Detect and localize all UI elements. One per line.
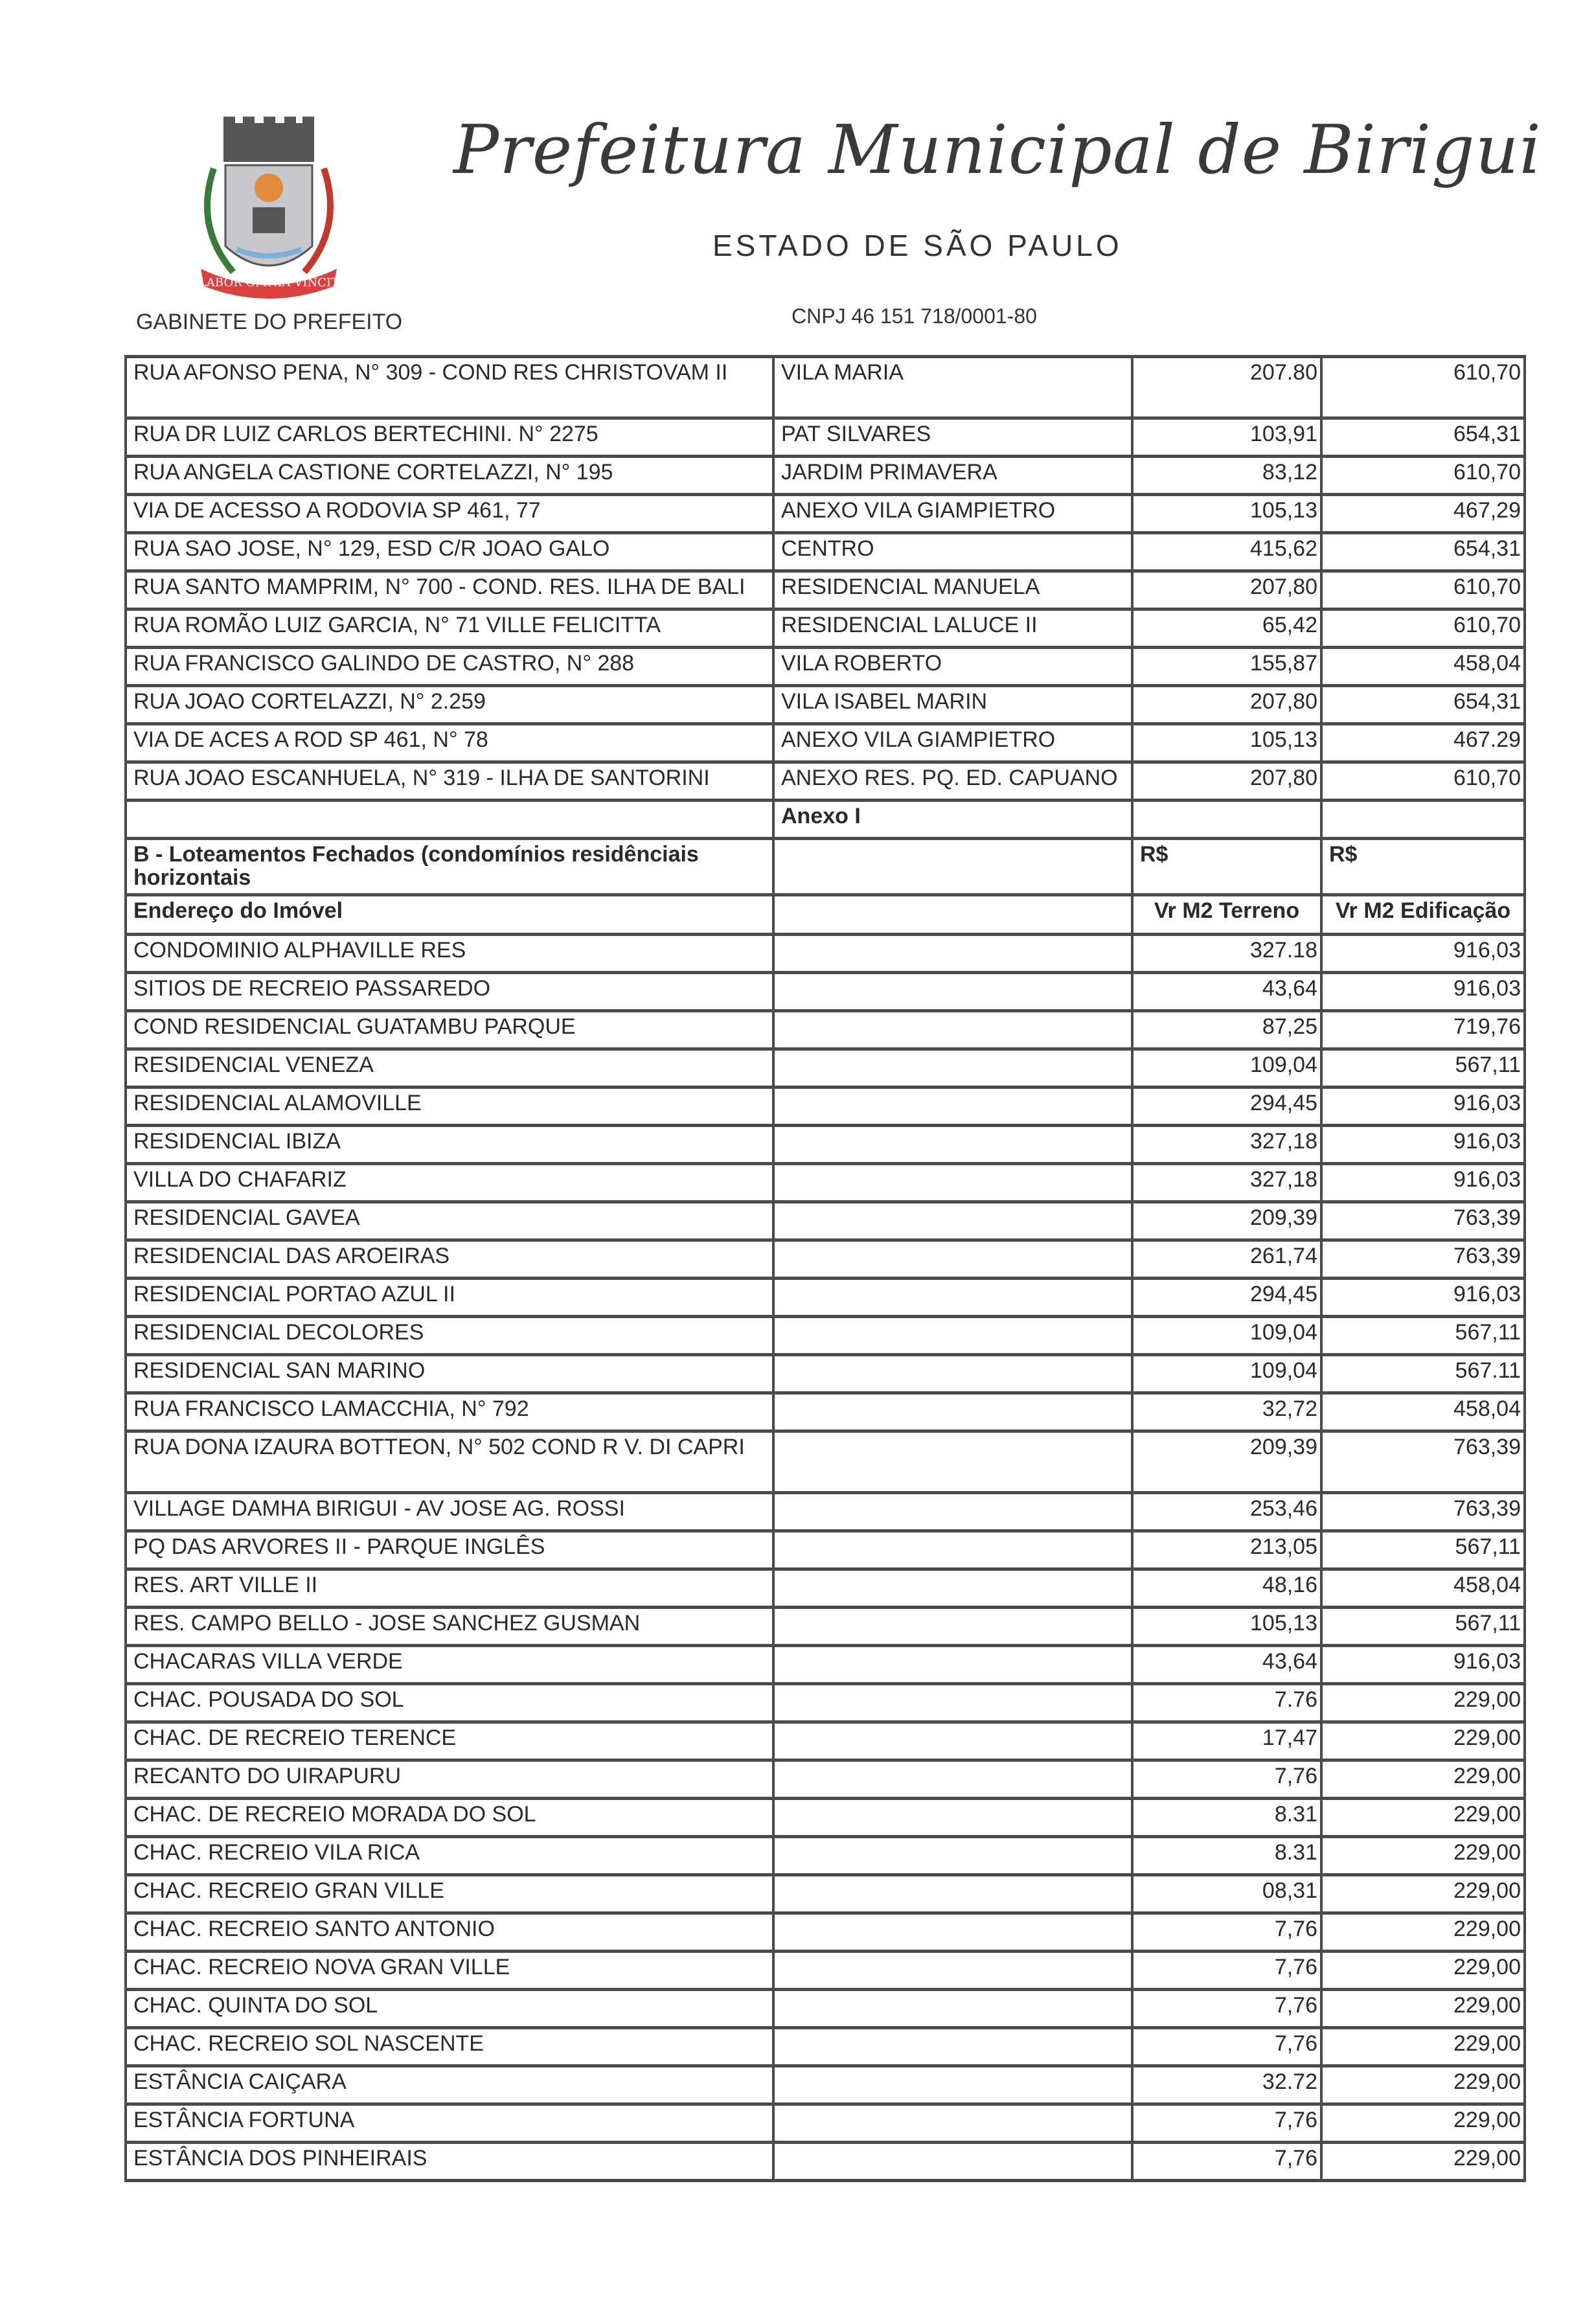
col-header-building: Vr M2 Edificação: [1321, 895, 1525, 935]
table-row: [126, 1722, 1525, 1760]
empty-cell: [773, 1837, 1132, 1875]
building-value-cell: 610,70: [1321, 457, 1525, 495]
annex-row: [126, 801, 1525, 839]
annex-empty-cell: [126, 801, 773, 839]
table-row: [126, 1799, 1525, 1837]
land-value-cell: 109,04: [1132, 1355, 1321, 1393]
table-row: [126, 357, 1525, 418]
cnpj-label: CNPJ 46 151 718/0001-80: [792, 304, 1037, 328]
empty-cell: [773, 1608, 1132, 1646]
building-value-cell: 610,70: [1321, 571, 1525, 609]
table-row: [126, 1049, 1525, 1088]
address-cell: RUA DONA IZAURA BOTTEON, N° 502 COND R V. DI CAPRI: [126, 1431, 773, 1493]
table-row: [126, 1317, 1525, 1355]
table-row: [126, 1837, 1525, 1875]
empty-cell: [773, 1317, 1132, 1355]
land-value-cell: 17,47: [1132, 1722, 1321, 1760]
land-value-cell: 48,16: [1132, 1569, 1321, 1608]
address-cell: RECANTO DO UIRAPURU: [126, 1760, 773, 1799]
table-row: [126, 2066, 1525, 2104]
table-row: [126, 1355, 1525, 1393]
table-row: [126, 1011, 1525, 1049]
table-row: [126, 495, 1525, 533]
address-cell: CHAC. QUINTA DO SOL: [126, 1990, 773, 2028]
land-value-cell: 105,13: [1132, 495, 1321, 533]
address-cell: RUA JOAO ESCANHUELA, N° 319 - ILHA DE SANTORINI: [126, 762, 773, 801]
empty-cell: [773, 2066, 1132, 2104]
address-cell: CHAC. DE RECREIO MORADA DO SOL: [126, 1799, 773, 1837]
building-value-cell: 229,00: [1321, 1837, 1525, 1875]
building-value-cell: 916,03: [1321, 1164, 1525, 1202]
col-header-land: Vr M2 Terreno: [1132, 895, 1321, 935]
table-row: [126, 533, 1525, 571]
currency-building: R$: [1321, 839, 1525, 895]
land-value-cell: 415,62: [1132, 533, 1321, 571]
building-value-cell: 229,00: [1321, 2028, 1525, 2066]
table-row: [126, 935, 1525, 973]
table-row: [126, 686, 1525, 724]
building-value-cell: 654,31: [1321, 418, 1525, 457]
table-row: [126, 418, 1525, 457]
table-row: [126, 609, 1525, 648]
table-row: [126, 571, 1525, 609]
address-cell: VILLAGE DAMHA BIRIGUI - AV JOSE AG. ROSSI: [126, 1493, 773, 1531]
empty-cell: [773, 1279, 1132, 1317]
empty-cell: [773, 1875, 1132, 1913]
land-value-cell: 7,76: [1132, 2028, 1321, 2066]
neighborhood-cell: RESIDENCIAL MANUELA: [773, 571, 1132, 609]
address-cell: RUA SAO JOSE, N° 129, ESD C/R JOAO GALO: [126, 533, 773, 571]
building-value-cell: 229,00: [1321, 1722, 1525, 1760]
address-cell: RUA FRANCISCO GALINDO DE CASTRO, N° 288: [126, 648, 773, 686]
building-value-cell: 458,04: [1321, 1569, 1525, 1608]
table-row: [126, 1646, 1525, 1684]
empty-cell: [773, 1569, 1132, 1608]
address-cell: CHACARAS VILLA VERDE: [126, 1646, 773, 1684]
table-row: [126, 1684, 1525, 1722]
land-value-cell: 105,13: [1132, 724, 1321, 762]
empty-cell: [773, 1011, 1132, 1049]
building-value-cell: 654,31: [1321, 686, 1525, 724]
address-cell: VILLA DO CHAFARIZ: [126, 1164, 773, 1202]
land-value-cell: 261,74: [1132, 1240, 1321, 1279]
land-value-cell: 87,25: [1132, 1011, 1321, 1049]
building-value-cell: 458,04: [1321, 1393, 1525, 1431]
land-value-cell: 209,39: [1132, 1431, 1321, 1493]
land-value-cell: 65,42: [1132, 609, 1321, 648]
address-cell: CHAC. RECREIO VILA RICA: [126, 1837, 773, 1875]
address-cell: CHAC. POUSADA DO SOL: [126, 1684, 773, 1722]
address-cell: CHAC. RECREIO SANTO ANTONIO: [126, 1913, 773, 1952]
empty-cell: [773, 2104, 1132, 2143]
empty-cell: [773, 1531, 1132, 1569]
neighborhood-cell: PAT SILVARES: [773, 418, 1132, 457]
building-value-cell: 654,31: [1321, 533, 1525, 571]
page-title: Prefeitura Municipal de Birigui: [453, 110, 1542, 189]
table-row: [126, 1875, 1525, 1913]
empty-cell: [773, 973, 1132, 1011]
empty-cell: [773, 1202, 1132, 1240]
land-value-cell: 8.31: [1132, 1837, 1321, 1875]
land-value-cell: 7.76: [1132, 1684, 1321, 1722]
table-row: [126, 1569, 1525, 1608]
building-value-cell: 567.11: [1321, 1355, 1525, 1393]
address-cell: CHAC. DE RECREIO TERENCE: [126, 1722, 773, 1760]
building-value-cell: 916,03: [1321, 1126, 1525, 1164]
land-value-cell: 7,76: [1132, 1760, 1321, 1799]
building-value-cell: 229,00: [1321, 2066, 1525, 2104]
empty-cell: [773, 1799, 1132, 1837]
address-cell: RUA SANTO MAMPRIM, N° 700 - COND. RES. ILHA DE BALI: [126, 571, 773, 609]
address-cell: RUA AFONSO PENA, N° 309 - COND RES CHRISTOVAM II: [126, 357, 773, 418]
land-value-cell: 7,76: [1132, 1952, 1321, 1990]
neighborhood-cell: ANEXO VILA GIAMPIETRO: [773, 495, 1132, 533]
address-cell: RESIDENCIAL SAN MARINO: [126, 1355, 773, 1393]
empty-cell: [773, 1493, 1132, 1531]
neighborhood-cell: JARDIM PRIMAVERA: [773, 457, 1132, 495]
table-row: [126, 648, 1525, 686]
land-value-cell: 327,18: [1132, 1126, 1321, 1164]
address-cell: COND RESIDENCIAL GUATAMBU PARQUE: [126, 1011, 773, 1049]
address-cell: CONDOMINIO ALPHAVILLE RES: [126, 935, 773, 973]
annex-label: Anexo I: [773, 801, 1132, 839]
state-subtitle: ESTADO DE SÃO PAULO: [712, 229, 1122, 262]
empty-cell: [773, 1088, 1132, 1126]
address-cell: RESIDENCIAL DAS AROEIRAS: [126, 1240, 773, 1279]
address-cell: RUA DR LUIZ CARLOS BERTECHINI. N° 2275: [126, 418, 773, 457]
building-value-cell: 610,70: [1321, 609, 1525, 648]
land-value-cell: 294,45: [1132, 1279, 1321, 1317]
table-row: [126, 1088, 1525, 1126]
land-value-cell: 43,64: [1132, 1646, 1321, 1684]
address-cell: RUA JOAO CORTELAZZI, N° 2.259: [126, 686, 773, 724]
land-value-cell: 7,76: [1132, 2104, 1321, 2143]
section-b-title-row: [126, 839, 1525, 895]
building-value-cell: 229,00: [1321, 1952, 1525, 1990]
empty-cell: [773, 1722, 1132, 1760]
empty-cell: [773, 935, 1132, 973]
section-b-rows: [126, 935, 1525, 2181]
land-value-cell: 43,64: [1132, 973, 1321, 1011]
table-row: [126, 1202, 1525, 1240]
table-row: [126, 1393, 1525, 1431]
building-value-cell: 763,39: [1321, 1493, 1525, 1531]
empty-cell: [773, 1684, 1132, 1722]
section-b-title: B - Loteamentos Fechados (condomínios residênciais horizontais: [126, 839, 773, 895]
address-cell: RESIDENCIAL ALAMOVILLE: [126, 1088, 773, 1126]
neighborhood-cell: VILA MARIA: [773, 357, 1132, 418]
building-value-cell: 610,70: [1321, 762, 1525, 801]
column-header-row: [126, 895, 1525, 935]
land-value-cell: 83,12: [1132, 457, 1321, 495]
address-cell: CHAC. RECREIO GRAN VILLE: [126, 1875, 773, 1913]
land-value-cell: 209,39: [1132, 1202, 1321, 1240]
building-value-cell: 719,76: [1321, 1011, 1525, 1049]
building-value-cell: 458,04: [1321, 648, 1525, 686]
land-value-cell: 253,46: [1132, 1493, 1321, 1531]
neighborhood-cell: RESIDENCIAL LALUCE II: [773, 609, 1132, 648]
land-value-cell: 32,72: [1132, 1393, 1321, 1431]
address-cell: ESTÂNCIA DOS PINHEIRAIS: [126, 2143, 773, 2181]
land-value-cell: 7,76: [1132, 2143, 1321, 2181]
table-row: [126, 1531, 1525, 1569]
building-value-cell: 763,39: [1321, 1240, 1525, 1279]
empty-cell: [773, 1990, 1132, 2028]
land-value-cell: 103,91: [1132, 418, 1321, 457]
table-row: [126, 457, 1525, 495]
table-row: [126, 762, 1525, 801]
table-row: [126, 1240, 1525, 1279]
neighborhood-cell: ANEXO VILA GIAMPIETRO: [773, 724, 1132, 762]
building-value-cell: 229,00: [1321, 1990, 1525, 2028]
empty-cell: [773, 1431, 1132, 1493]
building-value-cell: 916,03: [1321, 1088, 1525, 1126]
table-row: [126, 1990, 1525, 2028]
address-cell: ESTÂNCIA FORTUNA: [126, 2104, 773, 2143]
empty-cell: [773, 1049, 1132, 1088]
table-row: [126, 1608, 1525, 1646]
building-value-cell: 229,00: [1321, 2143, 1525, 2181]
empty-cell: [773, 1126, 1132, 1164]
building-value-cell: 916,03: [1321, 1646, 1525, 1684]
section-a-rows: [126, 357, 1525, 801]
empty-cell: [773, 1164, 1132, 1202]
building-value-cell: 229,00: [1321, 2104, 1525, 2143]
address-cell: PQ DAS ARVORES II - PARQUE INGLÊS: [126, 1531, 773, 1569]
building-value-cell: 916,03: [1321, 973, 1525, 1011]
annex-empty-cell: [1321, 801, 1525, 839]
address-cell: RES. CAMPO BELLO - JOSE SANCHEZ GUSMAN: [126, 1608, 773, 1646]
building-value-cell: 567,11: [1321, 1531, 1525, 1569]
empty-cell: [773, 895, 1132, 935]
neighborhood-cell: VILA ISABEL MARIN: [773, 686, 1132, 724]
crest-motto: LABOR OMNIA VINCIT: [198, 276, 339, 290]
building-value-cell: 229,00: [1321, 1913, 1525, 1952]
table-row: [126, 1126, 1525, 1164]
table-row: [126, 1952, 1525, 1990]
land-value-cell: 109,04: [1132, 1317, 1321, 1355]
address-cell: VIA DE ACES A ROD SP 461, N° 78: [126, 724, 773, 762]
empty-cell: [773, 1760, 1132, 1799]
empty-cell: [773, 1646, 1132, 1684]
land-value-cell: 207,80: [1132, 686, 1321, 724]
table-row: [126, 1913, 1525, 1952]
building-value-cell: 610,70: [1321, 357, 1525, 418]
address-cell: RESIDENCIAL VENEZA: [126, 1049, 773, 1088]
table-row: [126, 1431, 1525, 1493]
address-cell: CHAC. RECREIO NOVA GRAN VILLE: [126, 1952, 773, 1990]
building-value-cell: 763,39: [1321, 1202, 1525, 1240]
table-row: [126, 1760, 1525, 1799]
building-value-cell: 916,03: [1321, 935, 1525, 973]
empty-cell: [773, 839, 1132, 895]
building-value-cell: 229,00: [1321, 1875, 1525, 1913]
land-value-cell: 327.18: [1132, 935, 1321, 973]
table-row: [126, 2028, 1525, 2066]
empty-cell: [773, 1240, 1132, 1279]
empty-cell: [773, 2028, 1132, 2066]
coat-of-arms-icon: [175, 117, 363, 311]
neighborhood-cell: VILA ROBERTO: [773, 648, 1132, 686]
land-value-cell: 207.80: [1132, 357, 1321, 418]
building-value-cell: 567,11: [1321, 1608, 1525, 1646]
table-row: [126, 1279, 1525, 1317]
table-row: [126, 2104, 1525, 2143]
property-value-table: [124, 355, 1526, 2182]
empty-cell: [773, 1393, 1132, 1431]
address-cell: CHAC. RECREIO SOL NASCENTE: [126, 2028, 773, 2066]
table-row: [126, 1493, 1525, 1531]
address-cell: RUA FRANCISCO LAMACCHIA, N° 792: [126, 1393, 773, 1431]
table-row: [126, 724, 1525, 762]
address-cell: VIA DE ACESSO A RODOVIA SP 461, 77: [126, 495, 773, 533]
land-value-cell: 08,31: [1132, 1875, 1321, 1913]
empty-cell: [773, 1913, 1132, 1952]
land-value-cell: 213,05: [1132, 1531, 1321, 1569]
address-cell: RUA ANGELA CASTIONE CORTELAZZI, N° 195: [126, 457, 773, 495]
land-value-cell: 7,76: [1132, 1990, 1321, 2028]
empty-cell: [773, 2143, 1132, 2181]
building-value-cell: 567,11: [1321, 1049, 1525, 1088]
annex-empty-cell: [1132, 801, 1321, 839]
address-cell: RESIDENCIAL PORTAO AZUL II: [126, 1279, 773, 1317]
currency-land: R$: [1132, 839, 1321, 895]
building-value-cell: 916,03: [1321, 1279, 1525, 1317]
address-cell: RESIDENCIAL GAVEA: [126, 1202, 773, 1240]
land-value-cell: 8.31: [1132, 1799, 1321, 1837]
land-value-cell: 207,80: [1132, 762, 1321, 801]
empty-cell: [773, 1355, 1132, 1393]
land-value-cell: 7,76: [1132, 1913, 1321, 1952]
land-value-cell: 294,45: [1132, 1088, 1321, 1126]
land-value-cell: 327,18: [1132, 1164, 1321, 1202]
building-value-cell: 229,00: [1321, 1684, 1525, 1722]
table-row: [126, 2143, 1525, 2181]
neighborhood-cell: CENTRO: [773, 533, 1132, 571]
table-row: [126, 973, 1525, 1011]
land-value-cell: 109,04: [1132, 1049, 1321, 1088]
land-value-cell: 155,87: [1132, 648, 1321, 686]
address-cell: RES. ART VILLE II: [126, 1569, 773, 1608]
building-value-cell: 567,11: [1321, 1317, 1525, 1355]
land-value-cell: 207,80: [1132, 571, 1321, 609]
building-value-cell: 467.29: [1321, 724, 1525, 762]
table-row: [126, 1164, 1525, 1202]
address-cell: RUA ROMÃO LUIZ GARCIA, N° 71 VILLE FELICITTA: [126, 609, 773, 648]
address-cell: RESIDENCIAL DECOLORES: [126, 1317, 773, 1355]
building-value-cell: 763,39: [1321, 1431, 1525, 1493]
building-value-cell: 229,00: [1321, 1760, 1525, 1799]
col-header-address: Endereço do Imóvel: [126, 895, 773, 935]
neighborhood-cell: ANEXO RES. PQ. ED. CAPUANO: [773, 762, 1132, 801]
address-cell: ESTÂNCIA CAIÇARA: [126, 2066, 773, 2104]
address-cell: SITIOS DE RECREIO PASSAREDO: [126, 973, 773, 1011]
building-value-cell: 229,00: [1321, 1799, 1525, 1837]
building-value-cell: 467,29: [1321, 495, 1525, 533]
empty-cell: [773, 1952, 1132, 1990]
address-cell: RESIDENCIAL IBIZA: [126, 1126, 773, 1164]
land-value-cell: 32.72: [1132, 2066, 1321, 2104]
land-value-cell: 105,13: [1132, 1608, 1321, 1646]
cabinet-label: GABINETE DO PREFEITO: [136, 310, 403, 334]
